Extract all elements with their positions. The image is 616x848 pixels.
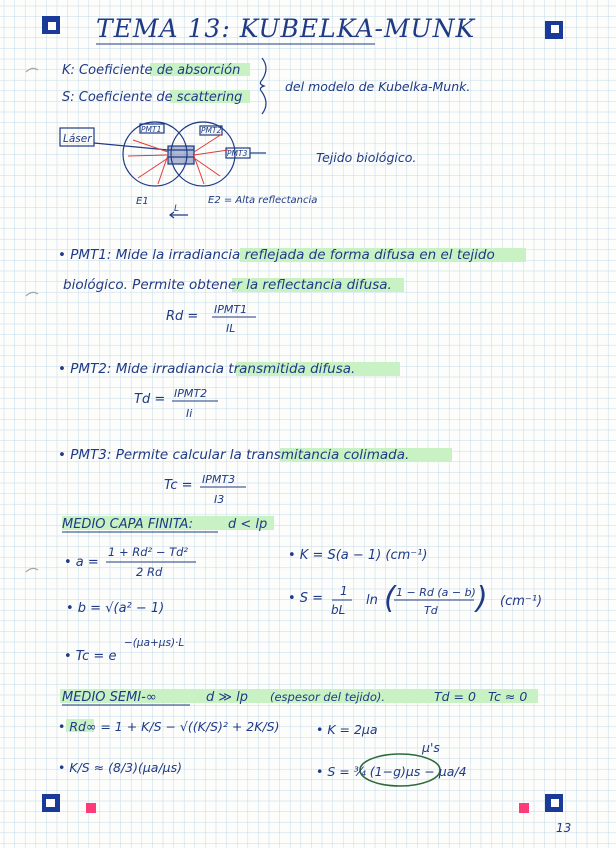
tissue-label: Tejido biológico. bbox=[316, 150, 417, 165]
pmt1-line2: biológico. Permite obtener la reflectancia difusa. bbox=[63, 277, 392, 293]
rd-inf-eq: • Rd∞ = 1 + K/S − √((K/S)² + 2K/S) bbox=[58, 719, 280, 734]
corner-square-top-left bbox=[42, 16, 60, 34]
pmt1-label: PMT1 bbox=[141, 125, 162, 134]
finite-condition: d < lp bbox=[228, 517, 268, 532]
tc-eq-denominator: I3 bbox=[214, 493, 225, 506]
s-eq-ln: ln bbox=[366, 593, 378, 608]
pmt3-line1: • PMT3: Permite calcular la transmitancia colimada. bbox=[58, 447, 410, 463]
k-eq-finite: • K = S(a − 1) (cm⁻¹) bbox=[288, 548, 428, 563]
td-eq-numerator: IPMT2 bbox=[174, 387, 208, 400]
s-eq-paren-right: ) bbox=[476, 581, 488, 616]
s-eq-inner-denominator: Td bbox=[424, 604, 438, 617]
semi-tc: Tc ≈ 0 bbox=[488, 689, 528, 704]
td-eq-lhs: Td = bbox=[134, 392, 166, 407]
definition-k: K: Coeficiente de absorción bbox=[62, 63, 241, 78]
ks-eq: • K/S ≈ (8/3)(μa/μs) bbox=[58, 760, 183, 775]
laser-label: Láser bbox=[63, 133, 92, 145]
a-eq-numerator: 1 + Rd² − Td² bbox=[108, 545, 189, 559]
tc-finite-eq: • Tc = e bbox=[64, 649, 117, 664]
page-title: TEMA 13: KUBELKA-MUNK bbox=[96, 14, 476, 43]
s-eq-denominator: bL bbox=[331, 603, 346, 617]
s-eq-numerator: 1 bbox=[340, 584, 348, 598]
k-eq-semi: • K = 2μa bbox=[316, 722, 378, 737]
pmt1-line1: • PMT1: Mide la irradiancia reflejada de forma difusa en el tejido bbox=[58, 247, 495, 263]
s-eq-lhs: • S = bbox=[288, 591, 324, 606]
mus-prime-label: μ's bbox=[422, 740, 440, 755]
corner-square-bottom-right bbox=[545, 794, 563, 812]
l-label: L bbox=[174, 204, 180, 214]
s-eq-semi: • S = ¾ (1−g)μs − μa/4 bbox=[316, 764, 467, 779]
e2-label: E2 = Alta reflectancia bbox=[208, 195, 318, 206]
s-eq-inner-numerator: 1 − Rd (a − b) bbox=[396, 586, 476, 599]
s-eq-unit: (cm⁻¹) bbox=[500, 594, 543, 609]
finite-heading: MEDIO CAPA FINITA: bbox=[62, 517, 193, 532]
model-label: del modelo de Kubelka-Munk. bbox=[285, 79, 471, 94]
curly-brace bbox=[260, 58, 266, 114]
tc-eq-numerator: IPMT3 bbox=[202, 473, 236, 486]
a-eq-lhs: • a = bbox=[64, 555, 99, 570]
corner-square-bottom-left bbox=[42, 794, 60, 812]
page-number: 13 bbox=[556, 821, 572, 835]
rd-eq-numerator: IPMT1 bbox=[214, 303, 248, 316]
semi-condition: d ≫ lp bbox=[206, 690, 248, 705]
pmt3-label: PMT3 bbox=[227, 149, 248, 158]
e1-label: E1 bbox=[136, 196, 149, 207]
tc-finite-exponent: −(μa+μs)·L bbox=[124, 637, 185, 649]
definition-s: S: Coeficiente de scattering bbox=[62, 90, 243, 105]
pink-mark-right bbox=[519, 803, 529, 813]
semi-td: Td = 0 bbox=[434, 689, 476, 704]
semi-heading: MEDIO SEMI-∞ bbox=[62, 690, 157, 705]
tc-eq-lhs: Tc = bbox=[164, 478, 193, 493]
s-eq-paren-left: ( bbox=[384, 581, 396, 616]
td-eq-denominator: Ii bbox=[186, 407, 193, 420]
pmt2-label: PMT2 bbox=[201, 126, 222, 135]
pmt2-line1: • PMT2: Mide irradiancia transmitida difusa. bbox=[58, 361, 356, 377]
rd-eq-denominator: IL bbox=[226, 322, 236, 335]
b-eq: • b = √(a² − 1) bbox=[66, 601, 165, 616]
rd-eq-lhs: Rd = bbox=[166, 309, 199, 324]
a-eq-denominator: 2 Rd bbox=[136, 565, 163, 579]
pink-mark-left bbox=[86, 803, 96, 813]
corner-square-top-right bbox=[545, 21, 563, 39]
semi-note: (espesor del tejido). bbox=[270, 690, 386, 704]
